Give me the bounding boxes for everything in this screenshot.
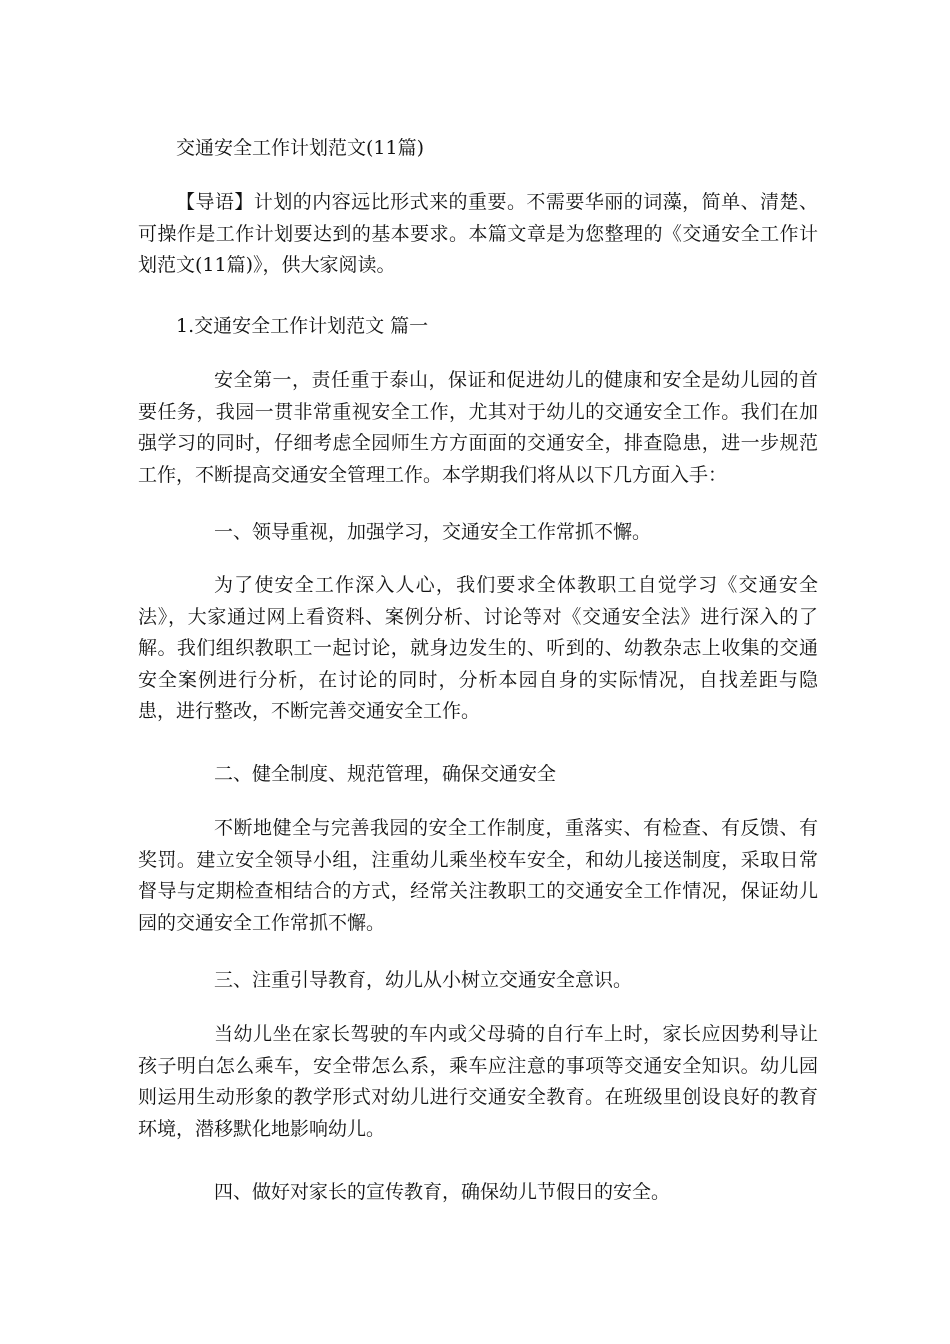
- body-paragraph-4: 当幼儿坐在家长驾驶的车内或父母骑的自行车上时，家长应因势利导让孩子明白怎么乘车，安全带怎么系，乘车应注意的事项等交通安全知识。幼儿园则运用生动形象的教学形式对幼儿进行交通安全教育。在班级里创设良好的教育环境，潜移默化地影响幼儿。: [138, 1023, 818, 1140]
- body-paragraph-2: 为了使安全工作深入人心，我们要求全体教职工自觉学习《交通安全法》，大家通过网上看资料、案例分析、讨论等对《交通安全法》进行深入的了解。我们组织教职工一起讨论，就身边发生的、听到的、幼教杂志上收集的交通安全案例进行分析，在讨论的同时，分析本园自身的实际情况，自找差距与隐患，进行整改，不断完善交通安全工作。: [138, 574, 818, 722]
- subheading-4: 四、做好对家长的宣传教育，确保幼儿节假日的安全。: [214, 1181, 671, 1203]
- subheading-3: 三、注重引导教育，幼儿从小树立交通安全意识。: [214, 969, 633, 991]
- subheading-2: 二、健全制度、规范管理，确保交通安全: [214, 763, 557, 785]
- subheading-1: 一、领导重视，加强学习，交通安全工作常抓不懈。: [214, 521, 652, 543]
- section-heading: 1.交通安全工作计划范文 篇一: [176, 315, 429, 337]
- body-paragraph-3: 不断地健全与完善我园的安全工作制度，重落实、有检查、有反馈、有奖罚。建立安全领导小组，注重幼儿乘坐校车安全，和幼儿接送制度，采取日常督导与定期检查相结合的方式，经常关注教职工的交通安全工作情况，保证幼儿园的交通安全工作常抓不懈。: [138, 817, 818, 934]
- body-paragraph-1: 安全第一，责任重于泰山，保证和促进幼儿的健康和安全是幼儿园的首要任务，我园一贯非常重视安全工作，尤其对于幼儿的交通安全工作。我们在加强学习的同时，仔细考虑全园师生方方面面的交通安全，排查隐患，进一步规范工作，不断提高交通安全管理工作。本学期我们将从以下几方面入手：: [138, 369, 818, 486]
- intro-paragraph: 【导语】计划的内容远比形式来的重要。不需要华丽的词藻，简单、清楚、可操作是工作计划要达到的基本要求。本篇文章是为您整理的《交通安全工作计划范文(11篇)》，供大家阅读。: [138, 191, 818, 276]
- document-title: 交通安全工作计划范文(11篇): [176, 137, 425, 159]
